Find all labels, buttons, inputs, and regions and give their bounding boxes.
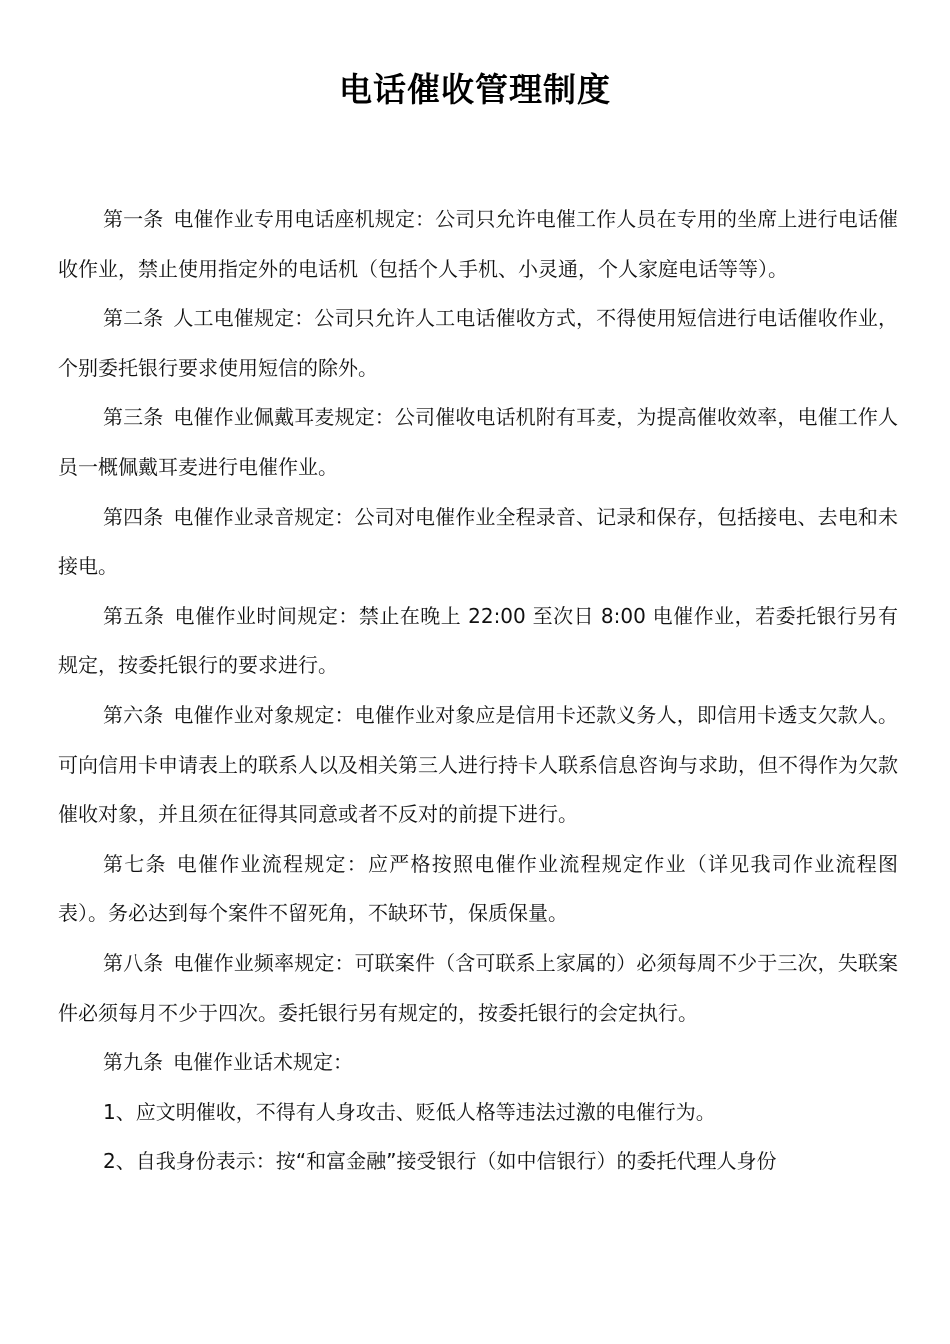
list-item-text: 2、自我身份表示：按“和富金融”接受银行（如中信银行）的委托代理人身份	[103, 1149, 777, 1174]
article-text: 电催作业话术规定：	[173, 1050, 353, 1075]
article-number: 第八条	[103, 950, 164, 975]
article-number: 第二条	[103, 306, 164, 331]
article-text: 电催作业流程规定：应严格按照电催作业流程规定作业（详见我司作业流程图表）。务必达到每个案件不留死角，不缺环节，保质保量。	[58, 851, 898, 926]
article-text: 电催作业频率规定：可联案件（含可联系上家属的）必须每周不少于三次，失联案件必须每月不少于四次。委托银行另有规定的，按委托银行的会定执行。	[58, 950, 899, 1025]
article-2	[58, 294, 898, 393]
document-body	[58, 195, 898, 1187]
document-title: 电话催收管理制度	[339, 70, 611, 109]
article-text: 电催作业时间规定：禁止在晚上 22:00 至次日 8:00 电催作业，若委托银行另有规定，按委托银行的要求进行。	[58, 603, 899, 678]
article-4	[58, 493, 898, 592]
article-1	[58, 195, 898, 294]
article-number: 第五条	[103, 603, 165, 628]
article-9	[58, 1038, 898, 1088]
article-text: 电催作业佩戴耳麦规定：公司催收电话机附有耳麦，为提高催收效率，电催工作人员一概佩戴耳麦进行电催作业。	[58, 405, 899, 479]
article-6	[58, 691, 898, 840]
article-number: 第一条	[103, 207, 164, 231]
article-text: 电催作业录音规定：公司对电催作业全程录音、记录和保存，包括接电、去电和未接电。	[58, 504, 899, 579]
article-5	[58, 592, 898, 691]
article-number: 第九条	[103, 1050, 163, 1075]
article-number: 第四条	[103, 504, 164, 529]
article-number: 第三条	[103, 405, 164, 430]
list-item-1	[58, 1088, 898, 1138]
article-8	[58, 939, 898, 1038]
list-item-2	[58, 1137, 898, 1187]
article-text: 电催作业专用电话座机规定：公司只允许电催工作人员在专用的坐席上进行电话催收作业，禁止使用指定外的电话机（包括个人手机、小灵通，个人家庭电话等等）。	[58, 207, 899, 281]
article-text: 人工电催规定：公司只允许人工电话催收方式，不得使用短信进行电话催收作业，个别委托银行要求使用短信的除外。	[58, 306, 899, 380]
article-number: 第六条	[103, 702, 164, 727]
article-text: 电催作业对象规定：电催作业对象应是信用卡还款义务人，即信用卡透支欠款人。可向信用卡申请表上的联系人以及相关第三人进行持卡人联系信息咨询与求助，但不得作为欠款催收对象，并且须在征得其同意或者不反对的前提下进行。	[58, 702, 899, 827]
article-3	[58, 393, 898, 492]
article-7	[58, 840, 898, 939]
list-item-text: 1、应文明催收，不得有人身攻击、贬低人格等违法过激的电催行为。	[103, 1099, 716, 1124]
article-number: 第七条	[103, 851, 167, 876]
